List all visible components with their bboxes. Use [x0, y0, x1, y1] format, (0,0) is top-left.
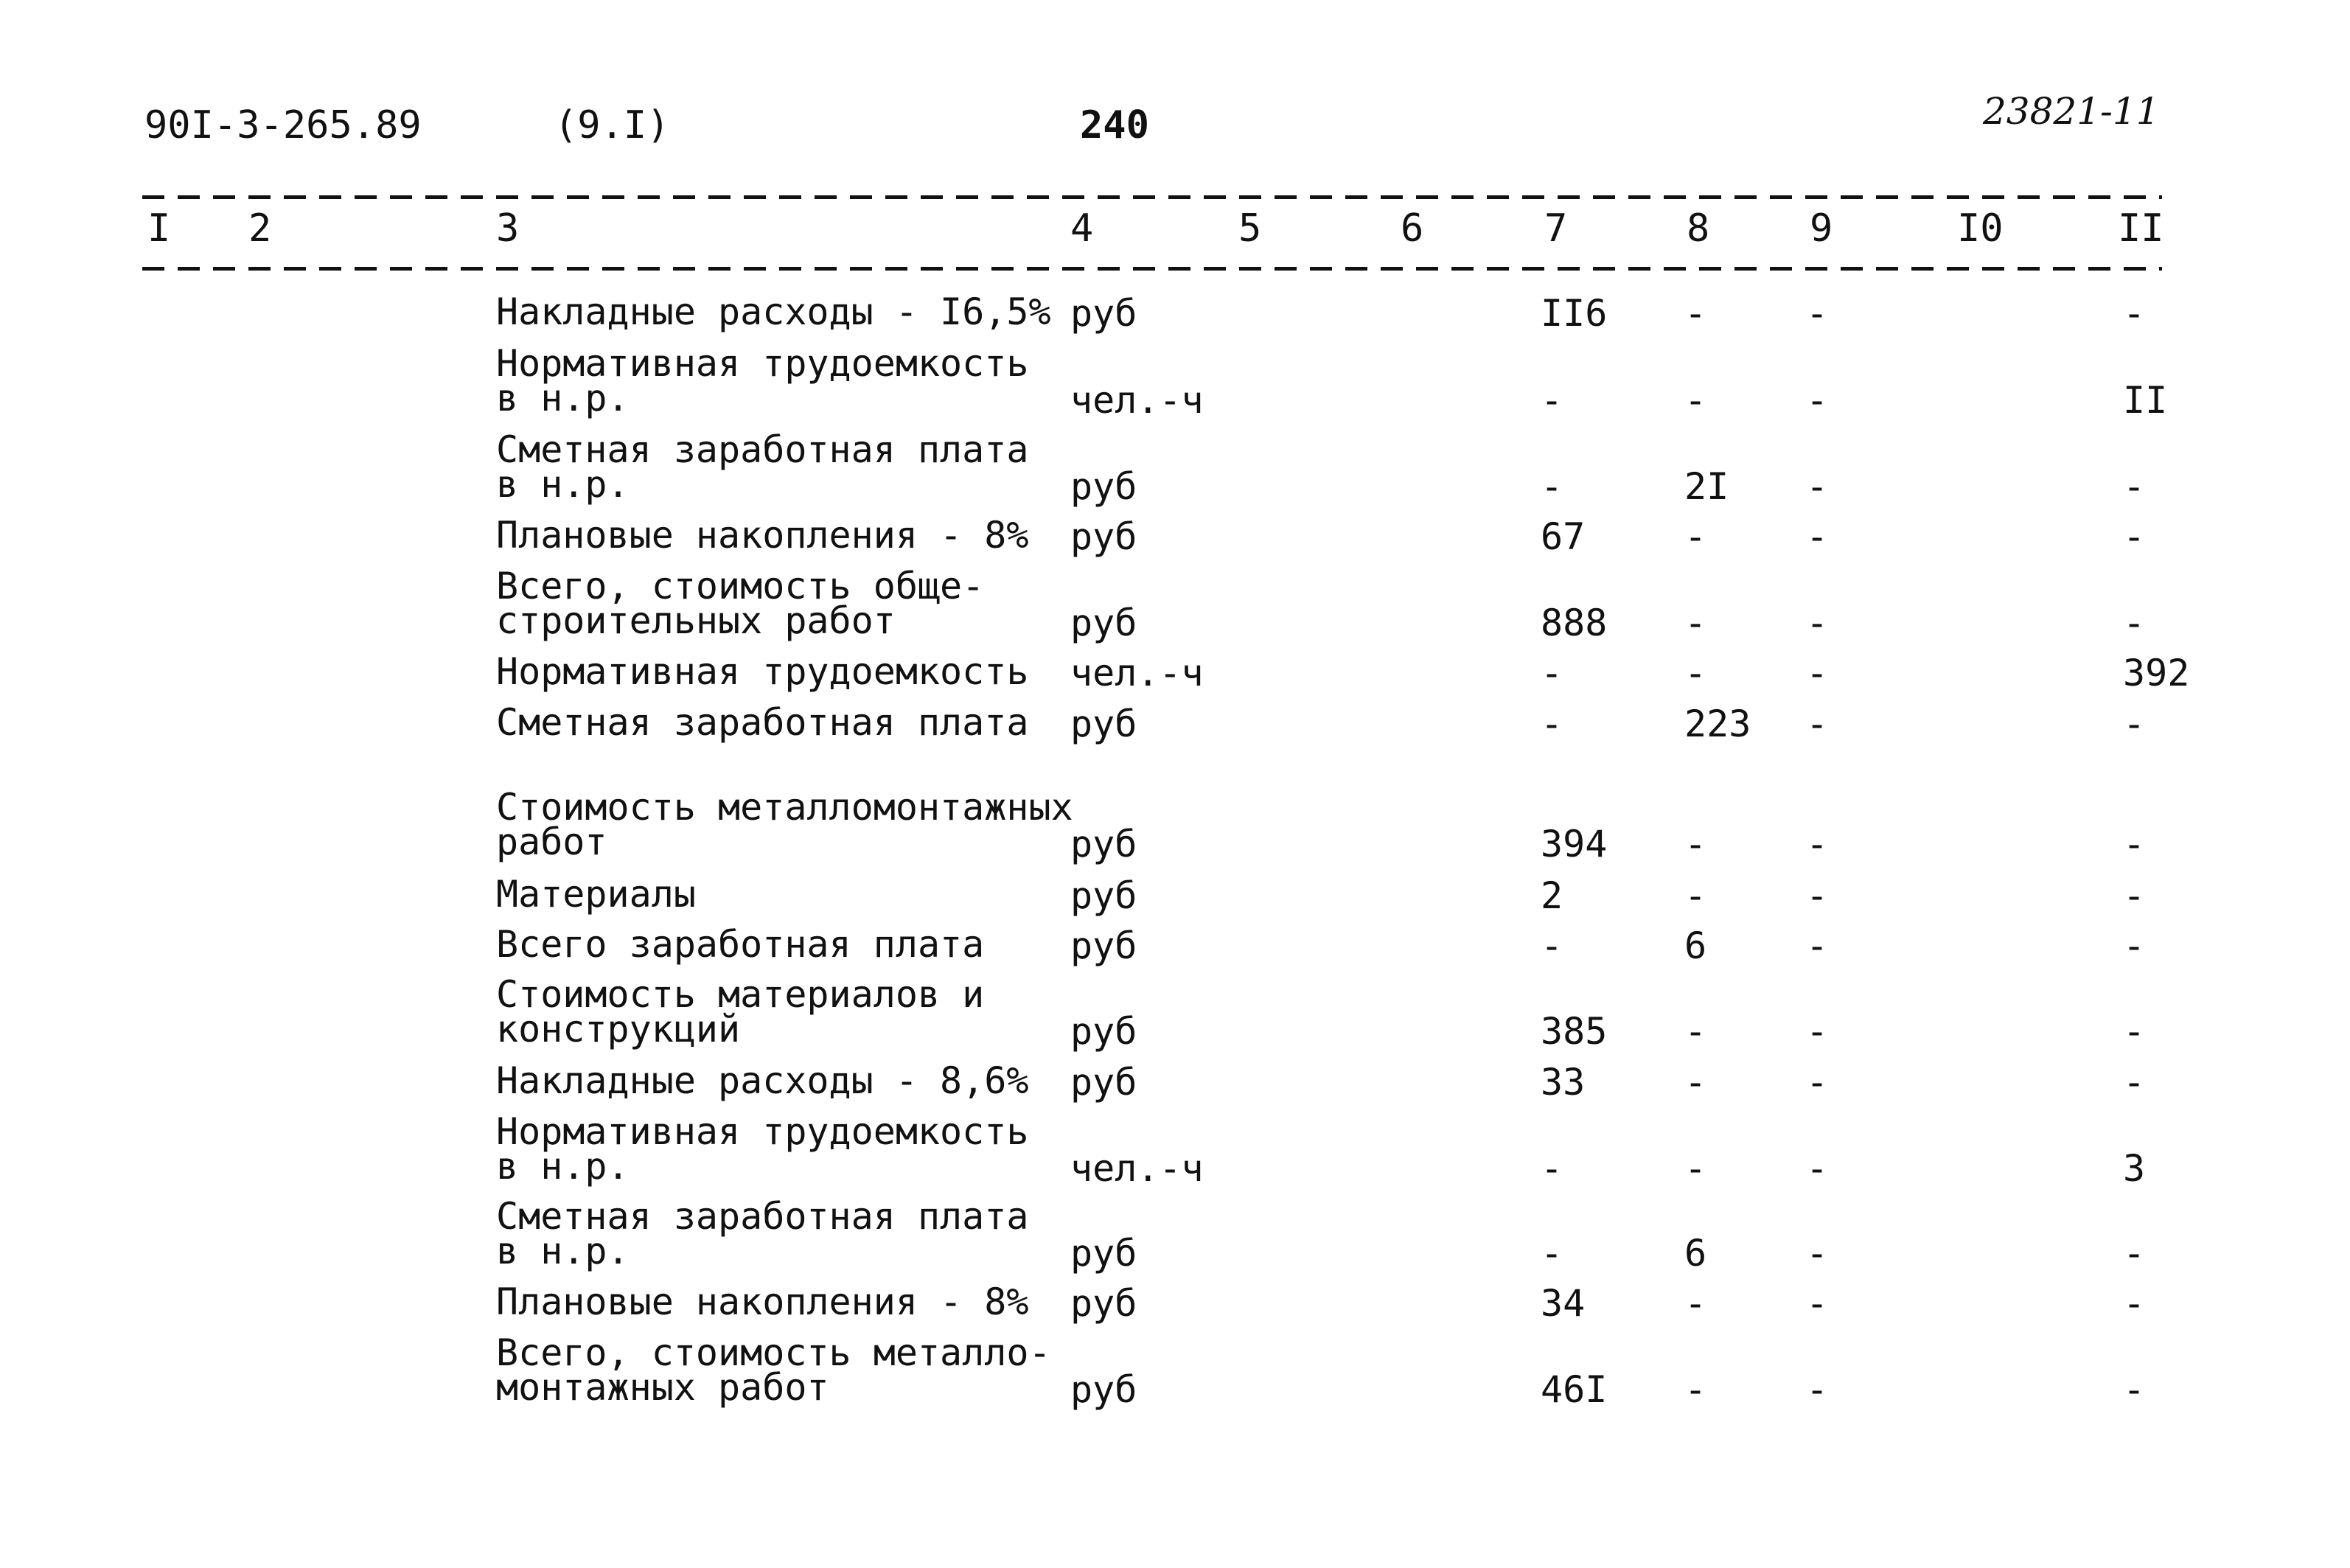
unit-cell: чел.-ч	[1070, 652, 1204, 694]
row-label: Сметная заработная плата	[496, 701, 1029, 744]
column-number-6: 6	[1401, 206, 1424, 251]
header-bottom-rule	[142, 267, 2162, 271]
col9-value: -	[1806, 652, 1829, 694]
col9-value: -	[1806, 465, 1829, 508]
row-label: Накладные расходы - I6,5%	[496, 290, 1051, 333]
col7-value: 34	[1541, 1282, 1586, 1325]
unit-cell: руб	[1070, 1282, 1137, 1325]
col11-value: -	[2123, 1010, 2146, 1053]
unit-cell: руб	[1070, 602, 1137, 644]
col8-value: -	[1684, 292, 1707, 335]
col11-value: -	[2123, 1368, 2146, 1411]
column-number-3: 3	[496, 206, 520, 251]
col8-value: -	[1684, 874, 1707, 917]
col7-value: 2	[1541, 874, 1563, 917]
col9-value: -	[1806, 292, 1829, 335]
col11-value: -	[2123, 602, 2146, 644]
unit-cell: руб	[1070, 703, 1137, 745]
section-number: (9.I)	[554, 103, 670, 147]
unit-cell: чел.-ч	[1070, 379, 1204, 422]
unit-cell: руб	[1070, 823, 1137, 865]
col8-value: -	[1684, 1282, 1707, 1325]
col7-value: 394	[1541, 823, 1608, 865]
col7-value: 46I	[1541, 1368, 1608, 1411]
col11-value: 392	[2123, 652, 2190, 694]
col8-value: 2I	[1684, 465, 1729, 508]
column-number-1: I	[147, 206, 171, 251]
unit-cell: руб	[1070, 1061, 1137, 1104]
unit-cell: руб	[1070, 1010, 1137, 1053]
col9-value: -	[1806, 703, 1829, 745]
page-number: 240	[1080, 103, 1149, 147]
row-label: Стоимость металломонтажных работ	[496, 786, 1073, 863]
col11-value: -	[2123, 924, 2146, 967]
col11-value: II	[2123, 379, 2168, 422]
row-label: Всего заработная плата	[496, 923, 985, 966]
col9-value: -	[1806, 1010, 1829, 1053]
column-number-2: 2	[248, 206, 272, 251]
column-number-7: 7	[1544, 206, 1568, 251]
col8-value: -	[1684, 515, 1707, 558]
col9-value: -	[1806, 1368, 1829, 1411]
row-label: Стоимость материалов и конструкций	[496, 973, 985, 1050]
col11-value: -	[2123, 1232, 2146, 1275]
col8-value: -	[1684, 379, 1707, 422]
col9-value: -	[1806, 874, 1829, 917]
col7-value: -	[1541, 379, 1563, 422]
document-code: 90I-3-265.89	[144, 103, 422, 147]
row-label: Материалы	[496, 873, 696, 916]
row-label: Накладные расходы - 8,6%	[496, 1059, 1029, 1102]
unit-cell: руб	[1070, 874, 1137, 917]
col7-value: -	[1541, 1147, 1563, 1190]
col9-value: -	[1806, 1147, 1829, 1190]
col8-value: -	[1684, 823, 1707, 865]
col11-value: -	[2123, 703, 2146, 745]
col7-value: -	[1541, 652, 1563, 694]
col8-value: 223	[1684, 703, 1751, 745]
column-number-4: 4	[1070, 206, 1094, 251]
col8-value: -	[1684, 602, 1707, 644]
row-label: Нормативная трудоемкость в н.р.	[496, 1110, 1029, 1188]
col8-value: -	[1684, 652, 1707, 694]
col7-value: 888	[1541, 602, 1608, 644]
row-label: Сметная заработная плата в н.р.	[496, 428, 1029, 506]
col9-value: -	[1806, 1232, 1829, 1275]
col7-value: 33	[1541, 1061, 1586, 1104]
col7-value: 385	[1541, 1010, 1608, 1053]
unit-cell: руб	[1070, 292, 1137, 335]
row-label: Нормативная трудоемкость	[496, 650, 1029, 693]
col11-value: -	[2123, 1061, 2146, 1104]
col8-value: 6	[1684, 924, 1707, 967]
header-top-rule	[142, 195, 2162, 199]
col9-value: -	[1806, 1061, 1829, 1104]
col9-value: -	[1806, 823, 1829, 865]
unit-cell: руб	[1070, 515, 1137, 558]
col11-value: -	[2123, 292, 2146, 335]
unit-cell: руб	[1070, 465, 1137, 508]
col11-value: -	[2123, 1282, 2146, 1325]
col7-value: -	[1541, 1232, 1563, 1275]
col7-value: -	[1541, 703, 1563, 745]
col11-value: -	[2123, 465, 2146, 508]
col9-value: -	[1806, 515, 1829, 558]
col11-value: -	[2123, 874, 2146, 917]
col7-value: 67	[1541, 515, 1586, 558]
col7-value: -	[1541, 924, 1563, 967]
col8-value: -	[1684, 1010, 1707, 1053]
col11-value: 3	[2123, 1147, 2146, 1190]
col8-value: -	[1684, 1368, 1707, 1411]
column-number-5: 5	[1238, 206, 1262, 251]
unit-cell: руб	[1070, 924, 1137, 967]
col7-value: -	[1541, 465, 1563, 508]
col9-value: -	[1806, 1282, 1829, 1325]
row-label: Всего, стоимость металло- монтажных работ	[496, 1331, 1051, 1409]
column-number-9: 9	[1810, 206, 1833, 251]
column-number-8: 8	[1687, 206, 1710, 251]
row-label: Сметная заработная плата в н.р.	[496, 1195, 1029, 1272]
unit-cell: руб	[1070, 1368, 1137, 1411]
col9-value: -	[1806, 924, 1829, 967]
handwritten-stamp: 23821-11	[1983, 90, 2160, 133]
row-label: Плановые накопления - 8%	[496, 1280, 1029, 1323]
row-label: Плановые накопления - 8%	[496, 514, 1029, 557]
col11-value: -	[2123, 823, 2146, 865]
col7-value: II6	[1541, 292, 1608, 335]
column-number-10: I0	[1957, 206, 2004, 251]
col9-value: -	[1806, 602, 1829, 644]
col8-value: -	[1684, 1147, 1707, 1190]
row-label: Всего, стоимость обще- строительных работ	[496, 565, 985, 642]
col9-value: -	[1806, 379, 1829, 422]
row-label: Нормативная трудоемкость в н.р.	[496, 342, 1029, 419]
col8-value: -	[1684, 1061, 1707, 1104]
col8-value: 6	[1684, 1232, 1707, 1275]
column-number-11: II	[2118, 206, 2164, 251]
col11-value: -	[2123, 515, 2146, 558]
unit-cell: руб	[1070, 1232, 1137, 1275]
unit-cell: чел.-ч	[1070, 1147, 1204, 1190]
